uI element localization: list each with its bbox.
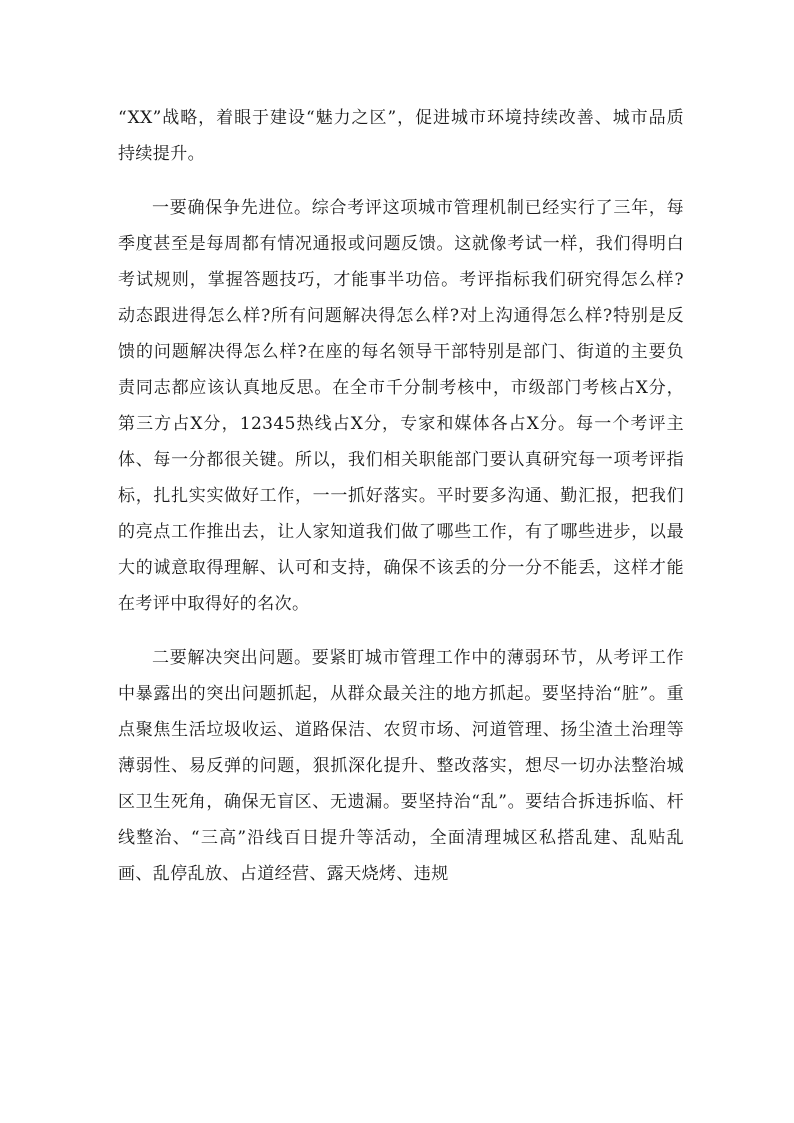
paragraph-gap [118,172,684,190]
document-body [118,100,684,892]
paragraph-gap [118,622,684,640]
paragraph-ensure-ranking: 一要确保争先进位。综合考评这项城市管理机制已经实行了三年，每季度甚至是每周都有情况通报或问题反馈。这就像考试一样，我们得明白考试规则，掌握答题技巧，才能事半功倍。考评指标我们研究得怎么样?动态跟进得怎么样?所有问题解决得怎么样?对上沟通得怎么样?特别是反馈的问题解决得怎么样?在座的每名领导干部特别是部门、街道的主要负责同志都应该认真地反思。在全市千分制考核中，市级部门考核占X分，第三方占X分，12345热线占X分，专家和媒体各占X分。每一个考评主体、每一分都很关键。所以，我们相关职能部门要认真研究每一项考评指标，扎扎实实做好工作，一一抓好落实。平时要多沟通、勤汇报，把我们的亮点工作推出去，让人家知道我们做了哪些工作，有了哪些进步，以最大的诚意取得理解、认可和支持，确保不该丢的分一分不能丢，这样才能在考评中取得好的名次。 [118,198,684,614]
paragraph-intro-continuation: “XX”战略，着眼于建设“魅力之区”，促进城市环境持续改善、城市品质持续提升。 [118,108,684,164]
paragraph-solve-problems: 二要解决突出问题。要紧盯城市管理工作中的薄弱环节，从考评工作中暴露出的突出问题抓起，从群众最关注的地方抓起。要坚持治“脏”。重点聚焦生活垃圾收运、道路保洁、农贸市场、河道管理、扬尘渣土治理等薄弱性、易反弹的问题，狠抓深化提升、整改落实，想尽一切办法整治城区卫生死角，确保无盲区、无遗漏。要坚持治“乱”。要结合拆违拆临、杆线整治、“三高”沿线百日提升等活动，全面清理城区私搭乱建、乱贴乱画、乱停乱放、占道经营、露天烧烤、违规 [118,648,684,884]
